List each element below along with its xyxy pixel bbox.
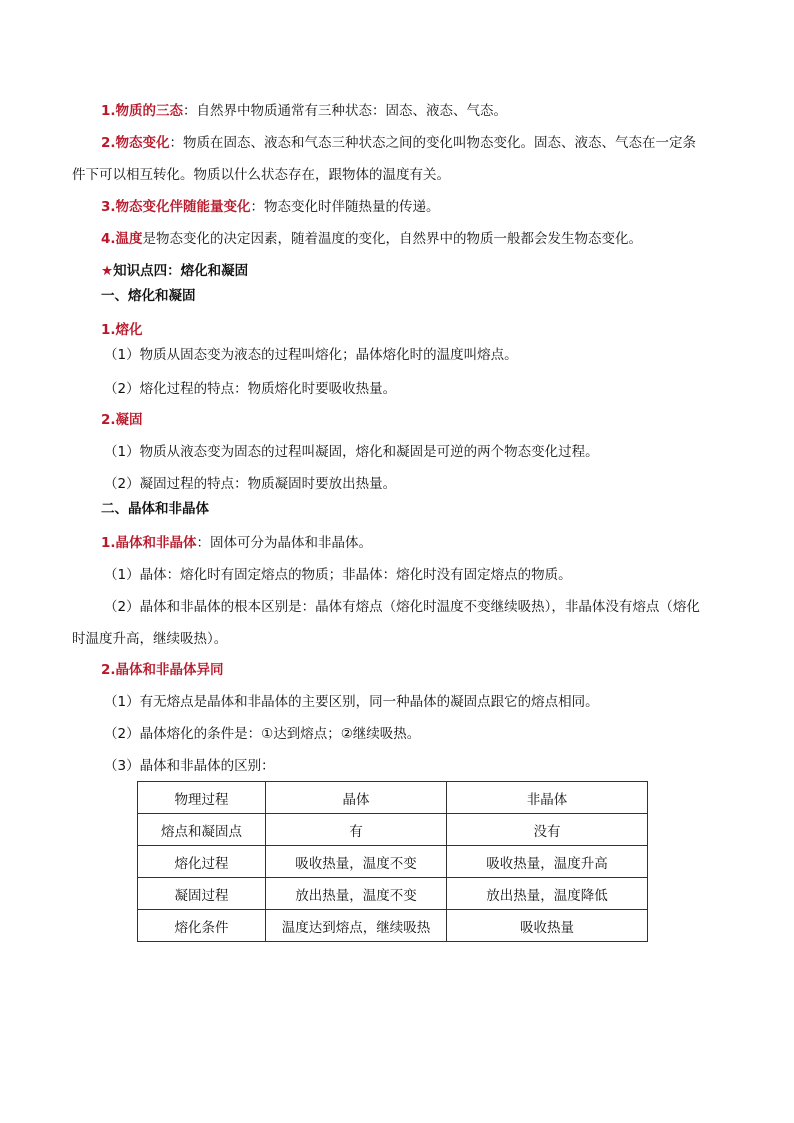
table-header-cell: 非晶体 [447, 782, 648, 814]
table-header-row [138, 782, 648, 814]
table-cell: 熔点和凝固点 [138, 814, 266, 846]
keyword: 2.物态变化 [101, 135, 170, 151]
paragraph-text: 是物态变化的决定因素，随着温度的变化，自然界中的物质一般都会发生物态变化。 [142, 231, 643, 247]
similarities-item-3: （3）晶体和非晶体的区别： [104, 758, 275, 774]
solidifying-heading: 2.凝固 [101, 412, 143, 428]
table-header-cell: 物理过程 [138, 782, 266, 814]
table-cell: 放出热量，温度不变 [266, 878, 447, 910]
paragraph-text: ：物态变化时伴随热量的传递。 [250, 199, 440, 215]
table-cell: 没有 [447, 814, 648, 846]
crystal-item-2-continued: 时温度升高，继续吸热）。 [72, 631, 228, 647]
knowledge-point-heading [101, 262, 248, 280]
star-icon: ★ [101, 263, 114, 279]
table-cell: 吸收热量，温度升高 [447, 846, 648, 878]
melting-heading: 1.熔化 [101, 322, 143, 338]
knowledge-point-title: 知识点四：熔化和凝固 [113, 263, 249, 279]
intro-paragraph-1 [101, 102, 507, 120]
crystal-paragraph [101, 534, 372, 552]
crystal-item-1: （1）晶体：熔化时有固定熔点的物质；非晶体：熔化时没有固定熔点的物质。 [104, 567, 572, 583]
crystal-item-2: （2）晶体和非晶体的根本区别是：晶体有熔点（熔化时温度不变继续吸热），非晶体没有熔点（熔化 [104, 599, 700, 615]
paragraph-text: ：物质在固态、液态和气态三种状态之间的变化叫物态变化。固态、液态、气态在一定条 [169, 135, 697, 151]
paragraph-text: ：固体可分为晶体和非晶体。 [196, 535, 373, 551]
melting-item-1: （1）物质从固态变为液态的过程叫熔化；晶体熔化时的温度叫熔点。 [104, 347, 518, 363]
table-cell: 吸收热量 [447, 910, 648, 942]
table-row [138, 814, 648, 846]
intro-paragraph-4 [101, 230, 642, 248]
similarities-heading: 2.晶体和非晶体异同 [101, 662, 224, 678]
table-cell: 有 [266, 814, 447, 846]
table-cell: 凝固过程 [138, 878, 266, 910]
section-2-title: 二、晶体和非晶体 [101, 501, 209, 517]
table-cell: 熔化条件 [138, 910, 266, 942]
keyword: 3.物态变化伴随能量变化 [101, 199, 251, 215]
keyword: 1.物质的三态 [101, 103, 184, 119]
solidifying-item-2: （2）凝固过程的特点：物质凝固时要放出热量。 [104, 476, 397, 492]
table-row [138, 878, 648, 910]
table-row [138, 910, 648, 942]
section-1-title: 一、熔化和凝固 [101, 288, 196, 304]
table-cell: 放出热量，温度降低 [447, 878, 648, 910]
solidifying-item-1: （1）物质从液态变为固态的过程叫凝固，熔化和凝固是可逆的两个物态变化过程。 [104, 444, 599, 460]
keyword: 1.晶体和非晶体 [101, 535, 197, 551]
melting-item-2: （2）熔化过程的特点：物质熔化时要吸收热量。 [104, 381, 397, 397]
intro-paragraph-2-continued: 件下可以相互转化。物质以什么状态存在，跟物体的温度有关。 [72, 167, 450, 183]
keyword: 4.温度 [101, 231, 143, 247]
table-cell: 温度达到熔点，继续吸热 [266, 910, 447, 942]
table-header-cell: 晶体 [266, 782, 447, 814]
table-cell: 熔化过程 [138, 846, 266, 878]
similarities-item-1: （1）有无熔点是晶体和非晶体的主要区别，同一种晶体的凝固点跟它的熔点相同。 [104, 694, 599, 710]
table-row [138, 846, 648, 878]
table-cell: 吸收热量，温度不变 [266, 846, 447, 878]
similarities-item-2: （2）晶体熔化的条件是：①达到熔点；②继续吸热。 [104, 726, 421, 742]
intro-paragraph-3 [101, 198, 440, 216]
comparison-table [137, 781, 648, 942]
intro-paragraph-2 [101, 134, 696, 152]
paragraph-text: ：自然界中物质通常有三种状态：固态、液态、气态。 [183, 103, 508, 119]
